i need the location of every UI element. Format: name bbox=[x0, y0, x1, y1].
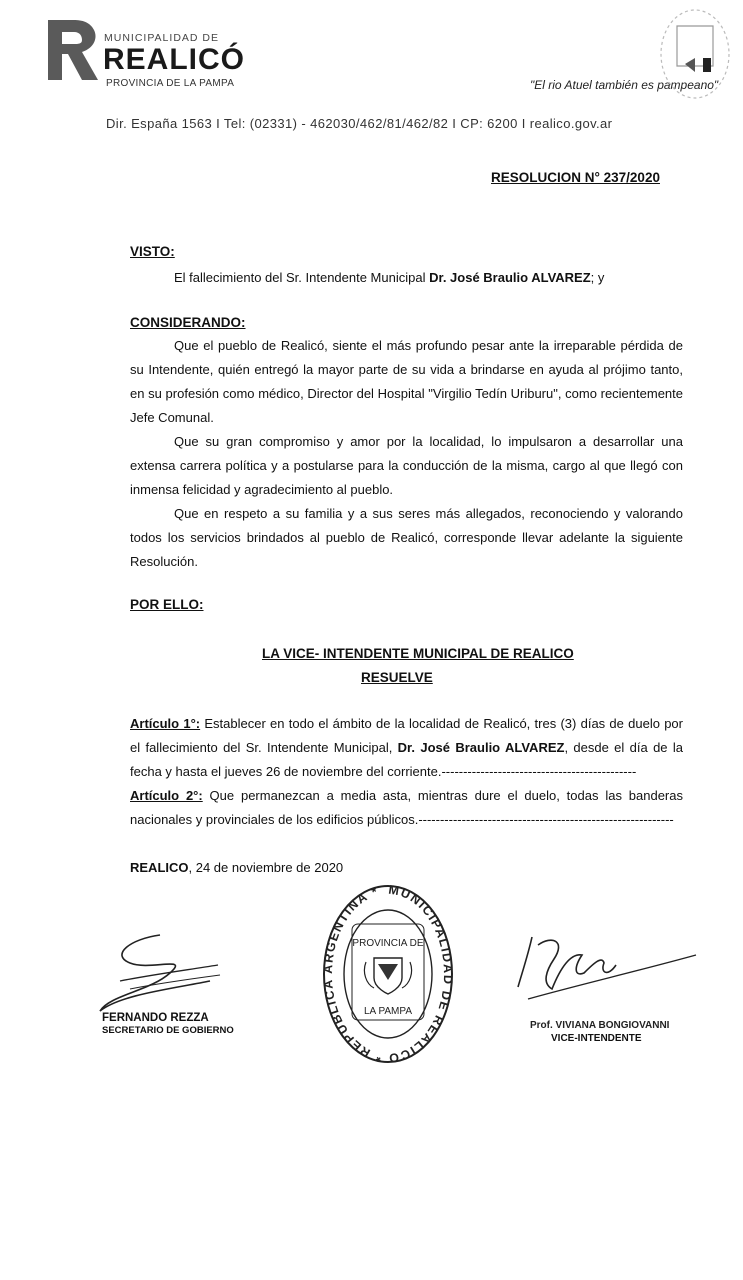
seal-ring-text: MUNICIPALIDAD DE REALICO * REPUBLICA ARGENTINA * bbox=[320, 882, 456, 1065]
address-line: Dir. España 1563 I Tel: (02331) - 462030/462/81/462/82 I CP: 6200 I realico.gov.ar bbox=[106, 116, 613, 131]
article-2-text: Que permanezcan a media asta, mientras dure el duelo, todas las banderas nacionales y provinciales de los edificios públicos.----------------------------------------------------------- bbox=[130, 788, 683, 827]
signature-right-scribble bbox=[508, 925, 698, 1005]
considerando-paragraph-3: Que en respeto a su familia y a sus seres más allegados, reconociendo y valorando todos los servicios brindados al pueblo de Realicó, corresponde llevar adelante la siguiente Resolución. bbox=[130, 506, 683, 569]
visto-text-post: ; y bbox=[590, 270, 605, 285]
article-1-text-bold: Dr. José Braulio ALVAREZ bbox=[397, 740, 565, 755]
closing-date: , 24 de noviembre de 2020 bbox=[188, 860, 344, 875]
resolution-title: RESOLUCION N° 237/2020 bbox=[491, 170, 660, 185]
seal-shield-icon bbox=[364, 958, 411, 994]
considerando-paragraph-2: Que su gran compromiso y amor por la localidad, lo impulsaron a desarrollar una extensa carrera política y a postularse para la conducción de la misma, cargo al que llegó con inmensa felicidad y agradecimiento al pueblo. bbox=[130, 434, 683, 497]
signer-right-role: VICE-INTENDENTE bbox=[551, 1033, 642, 1044]
article-1-text-pre: Establecer en todo el ámbito de la localidad de Realicó, tres (3) días de duelo por el fallecimiento del Sr. Intendente Municipal, bbox=[130, 716, 683, 755]
visto-heading: VISTO: bbox=[130, 244, 175, 259]
signer-left-role: SECRETARIO DE GOBIERNO bbox=[102, 1025, 234, 1036]
article-2 bbox=[130, 784, 683, 832]
municipality-top-label: MUNICIPALIDAD DE bbox=[104, 32, 219, 44]
article-2-label: Artículo 2°: bbox=[130, 788, 203, 803]
signature-left-scribble bbox=[90, 925, 230, 1025]
considerando-body bbox=[130, 334, 683, 574]
signer-left-name: FERNANDO REZZA bbox=[102, 1012, 209, 1024]
closing-place: REALICO bbox=[130, 860, 189, 875]
seal-inner-top: PROVINCIA DE bbox=[352, 938, 424, 949]
article-1 bbox=[130, 712, 683, 784]
resuelve-heading: RESUELVE bbox=[361, 670, 433, 685]
official-seal bbox=[318, 880, 458, 1065]
municipality-logo bbox=[38, 14, 108, 84]
visto-text bbox=[130, 266, 683, 290]
visto-text-pre: El fallecimiento del Sr. Intendente Municipal bbox=[174, 270, 430, 285]
seal-inner-bottom: LA PAMPA bbox=[364, 1006, 412, 1017]
municipality-name: REALICÓ bbox=[103, 43, 245, 76]
considerando-paragraph-1: Que el pueblo de Realicó, siente el más profundo pesar ante la irreparable pérdida de su Intendente, quién entregó la mayor parte de su vida a brindarse en ayuda al prójimo tanto, en su profesión como médico, Director del Hospital "Virgilio Tedín Uriburu", como recientemente Jefe Comunal. bbox=[130, 338, 683, 425]
authority-line: LA VICE- INTENDENTE MUNICIPAL DE REALICO bbox=[262, 646, 574, 661]
article-1-text-post: , desde el día de la fecha y hasta el jueves 26 de noviembre del corriente.--------------------------------------------- bbox=[130, 740, 683, 779]
visto-text-bold: Dr. José Braulio ALVAREZ bbox=[429, 270, 591, 285]
motto: "El rio Atuel también es pampeano" bbox=[530, 78, 719, 92]
closing-line bbox=[130, 860, 343, 875]
por-ello-heading: POR ELLO: bbox=[130, 597, 204, 612]
signer-right-name: Prof. VIVIANA BONGIOVANNI bbox=[530, 1020, 670, 1031]
province-emblem-icon bbox=[655, 6, 733, 106]
article-1-label: Artículo 1°: bbox=[130, 716, 201, 731]
province-label: PROVINCIA DE LA PAMPA bbox=[106, 78, 235, 89]
articles-body bbox=[130, 712, 683, 832]
considerando-heading: CONSIDERANDO: bbox=[130, 315, 246, 330]
seal-emblem-icon bbox=[318, 880, 458, 1065]
